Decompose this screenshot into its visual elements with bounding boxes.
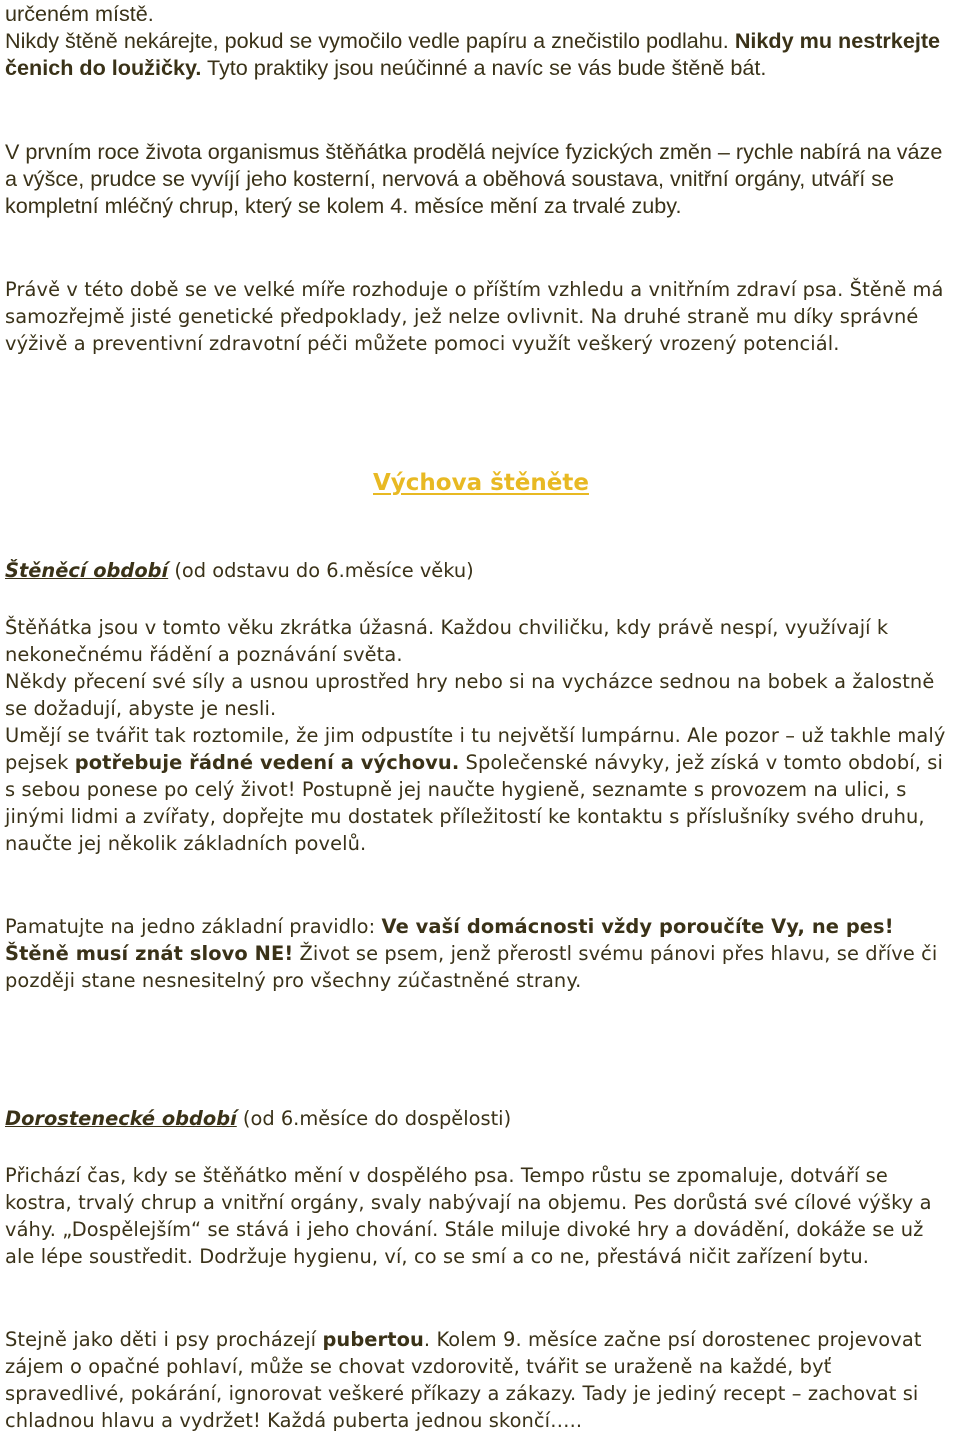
adolescent-title-name: Dorostenecké období (5, 1107, 237, 1130)
main-heading: Výchova štěněte (373, 470, 589, 496)
puppy-p4-bold: Ve vaší domácnosti vždy poroučíte Vy, ne pes! Štěně musí znát slovo NE! (5, 915, 894, 965)
adolescent-section-title (5, 1105, 511, 1132)
puppy-paragraph-1: Štěňátka jsou v tomto věku zkrátka úžasná. Každou chviličku, kdy právě nespí, využívají k nekonečnému řádění a poznávání světa. (5, 616, 889, 666)
puppy-p4-a: Pamatujte na jedno základní pravidlo: (5, 915, 382, 938)
puppy-text-block (5, 614, 957, 857)
intro-bold-warning: Nikdy mu nestrkejte čenich do loužičky. (5, 28, 941, 80)
growth-paragraph: V prvním roce života organismus štěňátka prodělá nejvíce fyzických změn – rychle nabírá na váze a výšce, prudce se vyvíjí jeho kosterní, nervová a oběhová soustava, vnitřní orgány, utváří se kompletní mléčný chrup, který se kolem 4. měsíce mění za trvalé zuby. (5, 139, 943, 218)
puppy-paragraph-3 (5, 722, 957, 857)
adolescent-p2-bold: pubertou (322, 1328, 424, 1351)
adolescent-p2-c: . Kolem 9. měsíce začne psí dorostenec projevovat zájem o opačné pohlaví, může se chovat vzdorovitě, tvářit se uraženě na každé, byť spravedlivé, pokárání, ignorovat veškeré příkazy a zákazy. Tady je jediný recept – zachovat si chladnou hlavu a vydržet! Každá puberta jednou skončí….. (5, 1328, 922, 1432)
puppy-p3-a: Umějí se tvářit tak roztomile, že jim odpustíte i tu největší lumpárnu. Ale pozor – už takhle malý pejsek (5, 724, 946, 774)
puppy-rule-paragraph (5, 913, 957, 994)
puppy-p3-bold: potřebuje řádné vedení a výchovu. (74, 751, 460, 774)
health-paragraph: Právě v této době se ve velké míře rozhoduje o příštím vzhledu a vnitřním zdraví psa. Štěně má samozřejmě jisté genetické předpoklady, jež nelze ovlivnit. Na druhé straně mu díky správné výživě a preventivní zdravotní péči můžete pomoci využít veškerý vrozený potenciál. (5, 278, 944, 355)
intro-paragraph (5, 27, 957, 81)
intro-text-a: Nikdy štěně nekárejte, pokud se vymočilo vedle papíru a znečistilo podlahu. (5, 28, 735, 53)
adolescent-paragraph-2 (5, 1326, 957, 1434)
puppy-title-name: Štěněcí období (5, 559, 169, 582)
puppy-title-suffix: (od odstavu do 6.měsíce věku) (168, 559, 474, 582)
intro-line: určeném místě. (5, 1, 154, 26)
intro-text-c: Tyto praktiky jsou neúčinné a navíc se vás bude štěně bát. (201, 55, 767, 80)
puppy-p4-c: Život se psem, jenž přerostl svému pánovi přes hlavu, se dříve či později stane nesnesitelný pro všechny zúčastněné strany. (5, 942, 938, 992)
puppy-p3-c: Společenské návyky, jež získá v tomto období, si s sebou ponese po celý život! Postupně jej naučte hygieně, seznamte s provozem na ulici, s jinými lidmi a zvířaty, dopřejte mu dostatek příležitostí ke kontaktu s příslušníky svého druhu, naučte jej několik základních povelů. (5, 751, 943, 855)
adolescent-p2-a: Stejně jako děti i psy procházejí (5, 1328, 323, 1351)
puppy-paragraph-2: Někdy přecení své síly a usnou uprostřed hry nebo si na vycházce sednou na bobek a žalostně se dožadují, abyste je nesli. (5, 670, 935, 720)
adolescent-title-suffix: (od 6.měsíce do dospělosti) (236, 1107, 512, 1130)
adolescent-paragraph-1: Přichází čas, kdy se štěňátko mění v dospělého psa. Tempo růstu se zpomaluje, dotváří se kostra, trvalý chrup a vnitřní orgány, svaly nabývají na objemu. Pes dorůstá své cílové výšky a váhy. „Dospělejším“ se stává i jeho chování. Stále miluje divoké hry a dovádění, dokáže se už ale lépe soustředit. Dodržuje hygienu, ví, co se smí a co ne, přestává ničit zařízení bytu. (5, 1164, 932, 1268)
puppy-section-title (5, 557, 474, 584)
